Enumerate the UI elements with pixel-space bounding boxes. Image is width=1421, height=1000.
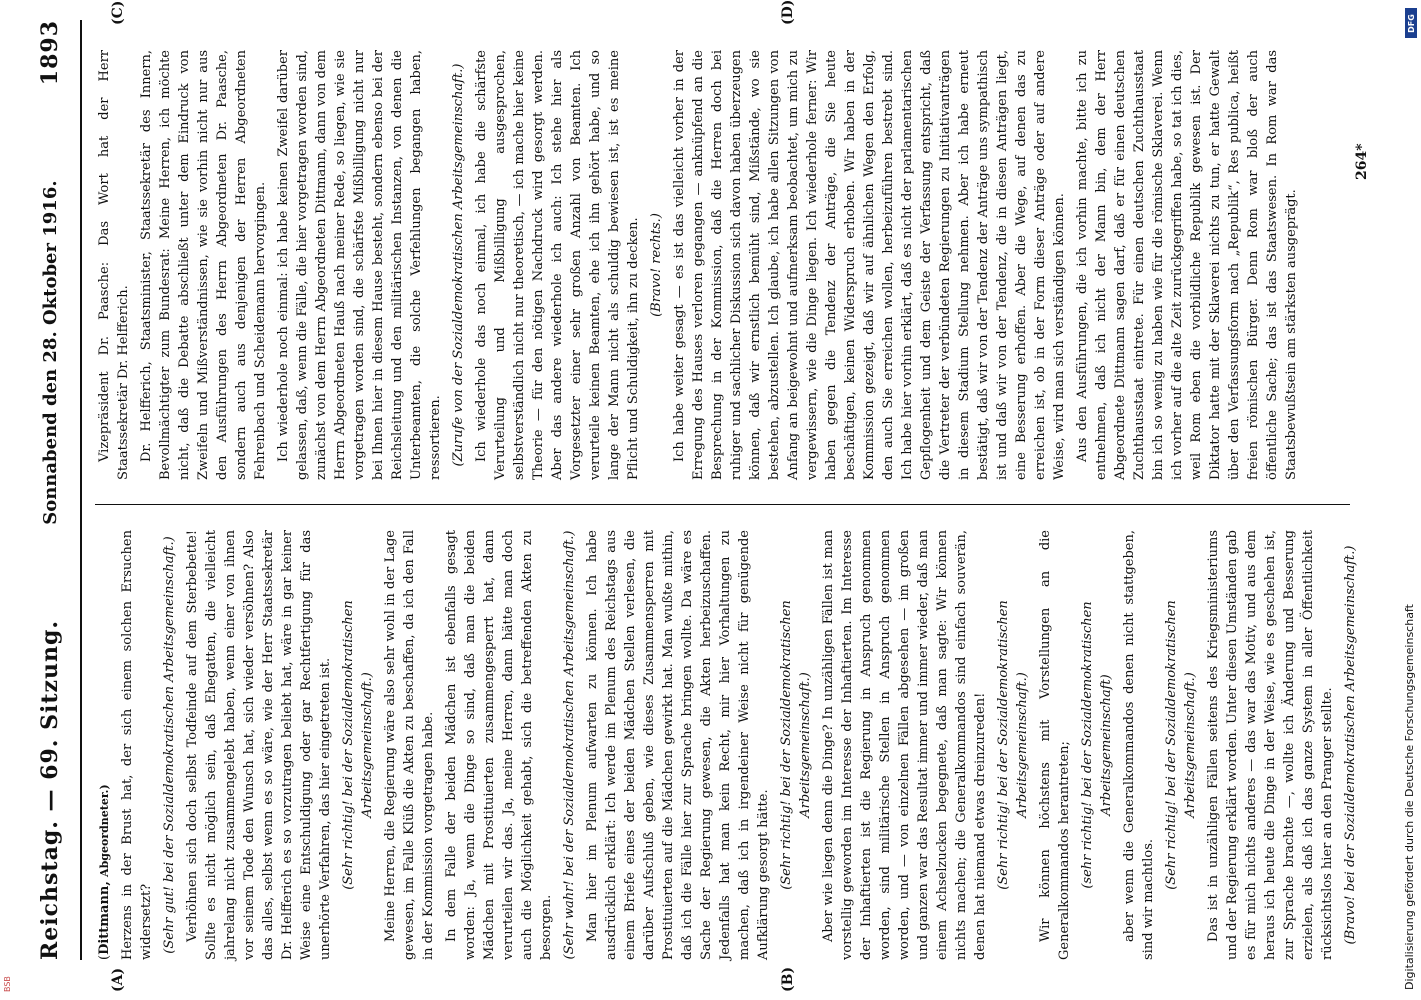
interjection: (Bravo! rechts.) [649,213,664,317]
paragraph: Ich habe weiter gesagt — es ist das vielleicht vorher in der Erregung des Hauses verloren gegangen — anknüpfend an die Besprechung in der Kommission, daß die Herren doch bei ruhiger und sachlicher Diskussion sich davon haben überzeugen können, daß wir ernstlich bemüht sind, Mißstände, wo sie bestehen, abzustellen. Ich glaube, ich habe allen Sitzungen von Anfang an beigewohnt und aufmerksam beobachtet, um mich zu vergewissern, wie die Dinge liegen. Ich wiederhole ferner: Wir haben gegen die Tendenz der Anträge, die Sie heute beschäftigen, keinen Widerspruch erhoben. Wir haben in der Kommission gezeigt, daß wir auf ähnlichen Wegen den Erfolg, den auch Sie erreichen wollen, herbeizuführen bestrebt sind. Ich habe hier vorhin erklärt, daß es nicht der parlamentarischen Gepflogenheit und dem Geiste der Verfassung entspricht, daß die Vertreter der verbündeten Regierungen zu Initiativanträgen in diesem Stadium Stellung nehmen. Aber ich habe erneut bestätigt, daß wir von der Tendenz der Anträge uns sympathisch ist und daß wir von der Tendenz, die in diesen Anträgen liegt, eine Besserung erhoffen. Aber die Wege, auf denen das zu erreichen ist, ob in der Form dieser Anträge oder auf andere Weise, wird man sich verständigen können. [672,50,1067,480]
left-column [95,530,1358,960]
paragraph: Ich wiederhole das noch einmal, ich habe die schärfste Verurteilung und Mißbilligung ausgesprochen, selbstverständlich nicht nur theoretisch, — ich mache hier keine Theorie — für den nötigen Nachdruck wird gesorgt werden. Aber das andere wiederhole ich auch: Ich stehe hier als Vorgesetzter einer sehr großen Anzahl von Beamten. Ich verurteile keinen Beamten, ehe ich ihn gehört habe, und so lange der Mann nicht als schuldig bewiesen ist, ist es meine Pflicht und Schuldigkeit, ihn zu decken. [474,50,641,480]
paragraph: Man hier im Plenum aufwarten zu können. Ich habe ausdrücklich erklärt: Ich werde im Plenum des Reichstags aus einem Briefe eines der beiden Mädchen Stellen verlesen, die darüber Aufschluß geben, wie dieses Zusammensperren mit Prostituierten auf die Mädchen gewirkt hat. Man wußte mithin, daß ich die Fälle hier zur Sprache bringen wollte. Da wäre es Sache der Regierung gewesen, die Akten herbeizuschaffen. Jedenfalls hat man kein Recht, mir hier Vorhaltungen zu machen, daß ich in irgendeiner Weise nicht für genügende Aufklärung gesorgt hätte. [585,530,771,960]
paragraph: aber wenn die Generalkommandos denen nicht stattgeben, sind wir machtlos. [1122,530,1156,960]
interjection: (Sehr richtig! bei der Sozialdemokratischen Arbeitsgemeinschaft.) [341,600,375,890]
paragraph: Dr. Helfferich, Staatsminister, Staatssekretär des Innern, Bevollmächtigter zum Bundesrat: Meine Herren, ich möchte nicht, daß die Debatte abschließt unter dem Eindruck von Zweifeln und Mißverständnissen, wie sie vorhin nicht nur aus den Ausführungen des Herrn Abgeordneten Dr. Paasche, sondern auch aus denjenigen der Herren Abgeordneten Fehrenbach und Scheidemann hervorgingen. [139,50,268,480]
paragraph: Vizepräsident Dr. Paasche: Das Wort hat der Herr Staatssekretär Dr. Helfferich. [97,50,131,480]
margin-marker-b: (B) [780,966,796,992]
interjection: (sehr richtig! bei der Sozialdemokratischen Arbeitsgemeinschaft) [1080,601,1114,889]
margin-marker-c: (C) [110,0,126,25]
dfg-logo [1405,8,1417,38]
credit-text: Digitalisierung gefördert durch die Deutsche Forschungsgemeinschaft [1403,604,1416,990]
paragraph: Aber wie liegen denn die Dinge? In unzähligen Fällen ist man vorstellig geworden im Interesse der Inhaftierten. Im Interesse der Inhaftierten ist die Regierung in Anspruch genommen worden, sind militärische Stellen in Anspruch genommen worden, und — von einzelnen Fällen abgesehen — im großen und ganzen war das Resultat immer und immer wieder, daß man einem Achselzucken begegnete, daß man sagte: Wir können nichts machen; die Generalkommandos sind einfach souverän, denen hat niemand etwas dreinzureden! [821,530,988,960]
interjection: (Sehr richtig! bei der Sozialdemokratischen Arbeitsgemeinschaft.) [1164,600,1198,890]
paragraph: Ich wiederhole noch einmal: ich habe keinen Zweifel darüber gelassen, daß, wenn die Fälle, die hier vorgetragen worden sind, zunächst von dem Herrn Abgeordneten Dittmann, dann von dem Herrn Abgeordneten Hauß nach meiner Rede, so liegen, wie sie vorgetragen worden sind, die schärfste Mißbilligung nicht nur bei Ihnen hier in diesem Hause besteht, sondern ebenso bei der Reichsleitung und den militärischen Instanzen, von denen die Unterbeamten, die solche Verfehlungen begangen haben, ressortieren. [276,50,443,480]
header-left: Reichstag. — 69. Sitzung. [37,619,63,960]
interjection: (Sehr gut! bei der Sozialdemokratischen Arbeitsgemeinschaft.) [162,536,177,954]
sheet-number: 264* [1354,143,1370,180]
paragraph: Verhöhnen sich doch selbst Todfeinde auf dem Sterbebette! Sollte es nicht möglich sein, daß Ehegatten, die vielleicht jahrelang nicht zusammengelebt haben, wenn einer von ihnen vor seinem Tode den Wunsch hat, sich wieder versöhnen? Also das alles, selbst wenn es so wäre, wie der Herr Staatssekretär Dr. Helfferich es so vorzutragen beliebt hat, wäre in gar keiner Weise eine Entschuldigung oder gar Rechtfertigung für das unerhörte Verfahren, das hier eingetreten ist. [185,530,333,960]
margin-marker-a: (A) [110,967,126,992]
paragraph: Aus den Ausführungen, die ich vorhin machte, bitte ich zu entnehmen, daß ich nicht der Mann bin, dem der Herr Abgeordnete Dittmann sagen darf, daß er für einen deutschen Zuchthausstaat eintrete. Für einen deutschen Zuchthausstaat bin ich so wenig zu haben wie für die römische Sklaverei. Wenn ich vorher auf die alte Zeit zurückgegriffen habe, so tat ich dies, weil Rom eben die vorbildliche Republik gewesen ist. Der Diktator hatte mit der Sklaverei nichts zu tun, er hatte Gewalt über den Verfassungsform nach „Republik“, Res publica, heißt freien römischen Bürger. Denn Rom war bloß der auch öffentliche Sache; das ist das Staatswesen. In Rom war das Staatsbewußtsein am stärksten ausgeprägt. [1075,50,1299,480]
dfg-logo-text: DFG [1406,13,1416,33]
bsb-stamp-text: BSB [3,976,12,992]
paragraph: In dem Falle der beiden Mädchen ist ebenfalls gesagt worden: Ja, wenn die Dinge so sind, daß man die beiden Mädchen mit Prostituierten zusammengesperrt hat, dann verurteilen wir das. Ja, meine Herren, dann hätte man doch auch die Möglichkeit gehabt, sich die betreffenden Akten zu besorgen. [444,530,554,960]
paragraph: Das ist in unzähligen Fällen seitens des Kriegsministeriums und der Regierung erklärt worden. Unter diesen Umständen gab es für mich nichts anderes — das war das Motiv, und aus dem heraus ich heute die Dinge in der Weise, wie es geschehen ist, zur Sprache brachte —, wollte ich Änderung und Besserung erzielen, als daß ich das ganze System in aller Öffentlichkeit rücksichtslos hier an den Pranger stellte. [1206,530,1335,960]
interjection: (Sehr richtig! bei der Sozialdemokratischen Arbeitsgemeinschaft.) [779,600,813,890]
speaker-role: Abgeordneter.) [98,784,111,877]
interjection: (Bravo! bei der Sozialdemokratischen Arbeitsgemeinschaft.) [1343,545,1358,945]
column-divider [95,504,1350,505]
paragraph: Herzens in der Brust hat, der sich einem solchen Ersuchen widersetzt? [120,530,154,960]
interjection: (Zurufe von der Sozialdemokratischen Arbeitsgemeinschaft.) [451,63,466,467]
funding-credit [1400,0,1420,1000]
speaker-name: Dittmann, [97,881,112,955]
paragraph: Meine Herren, die Regierung wäre also sehr wohl in der Lage gewesen, im Falle Klüß die Akten zu beschaffen, da ich den Fall in der Kommission vorgetragen habe. [383,530,436,960]
margin-marker-d: (D) [780,0,796,25]
speaker-line: (Dittmann, Abgeordneter.) [97,784,112,960]
paragraph: Wir können höchstens mit Vorstellungen an die Generalkommandos herantreten; [1038,530,1072,960]
header-page-number: 1893 [37,20,63,86]
bsb-stamp [2,968,14,996]
header-date: Sonnabend den 28. Oktober 1916. [39,180,61,525]
interjection: (Sehr richtig! bei der Sozialdemokratischen Arbeitsgemeinschaft.) [996,600,1030,890]
interjection: (Sehr wahr! bei der Sozialdemokratischen Arbeitsgemeinschaft.) [562,530,577,960]
page-header [20,20,82,960]
right-column [95,50,1350,480]
